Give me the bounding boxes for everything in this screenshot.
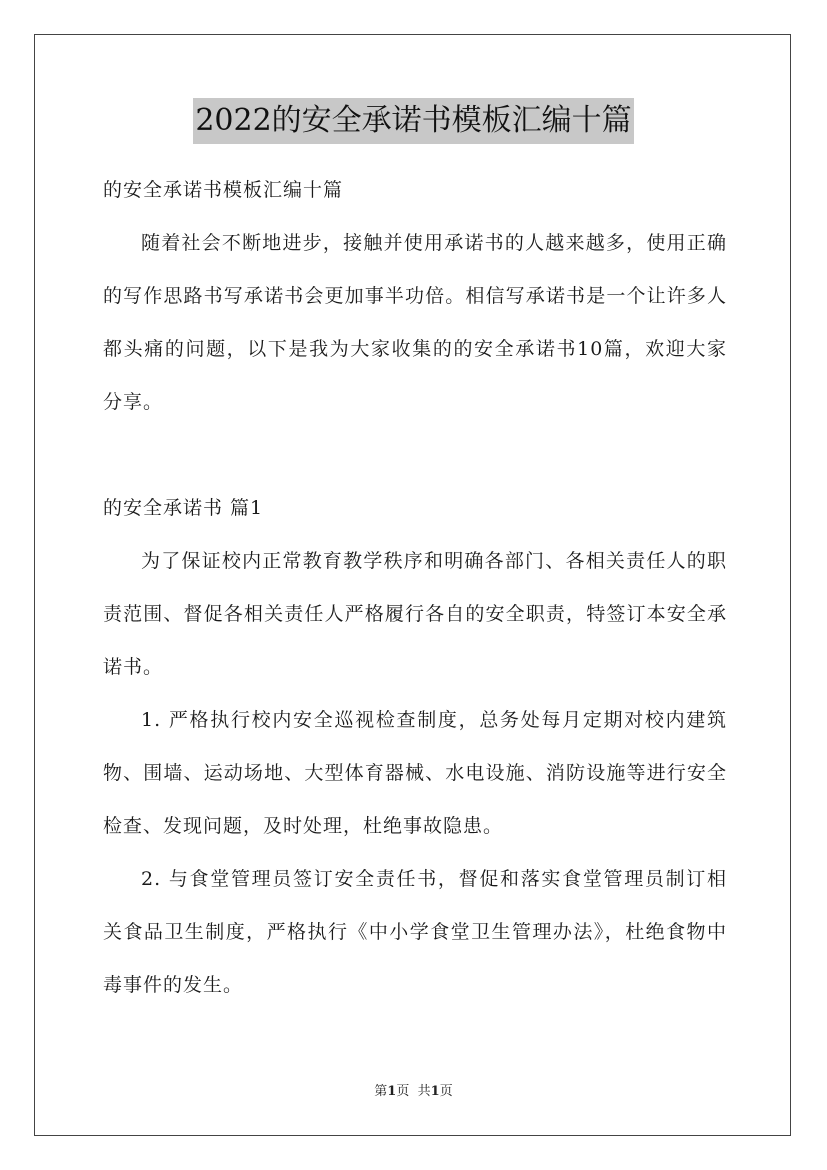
- footer-total-prefix: 共: [417, 1084, 431, 1099]
- page-footer: [0, 1082, 827, 1102]
- body-paragraph-3: 2. 与食堂管理员签订安全责任书，督促和落实食堂管理员制订相关食品卫生制度，严格执行《中小学食堂卫生管理办法》，杜绝食物中毒事件的发生。: [103, 868, 727, 996]
- body-paragraph-2: 1. 严格执行校内安全巡视检查制度，总务处每月定期对校内建筑物、围墙、运动场地、大型体育器械、水电设施、消防设施等进行安全检查、发现问题，及时处理，杜绝事故隐患。: [103, 709, 727, 837]
- footer-page-prefix: 第: [374, 1084, 388, 1099]
- footer-total-suffix: 页: [439, 1084, 453, 1099]
- document-body: [103, 164, 727, 1012]
- footer-page-suffix: 页: [396, 1084, 410, 1099]
- footer-total-number: 1: [430, 1084, 440, 1099]
- section-gap: [103, 429, 727, 482]
- document-title: 2022的安全承诺书模板汇编十篇: [193, 98, 633, 144]
- footer-page-number: 1: [387, 1084, 397, 1099]
- title-container: [0, 98, 827, 144]
- body-paragraph-1: 为了保证校内正常教育教学秩序和明确各部门、各相关责任人的职责范围、督促各相关责任人严格履行各自的安全职责，特签订本安全承诺书。: [103, 550, 727, 678]
- intro-paragraph: 随着社会不断地进步，接触并使用承诺书的人越来越多，使用正确的写作思路书写承诺书会更加事半功倍。相信写承诺书是一个让许多人都头痛的问题，以下是我为大家收集的的安全承诺书10篇，欢迎大家分享。: [103, 232, 727, 413]
- section-heading: 的安全承诺书 篇1: [103, 497, 264, 519]
- document-subtitle: 的安全承诺书模板汇编十篇: [103, 179, 344, 201]
